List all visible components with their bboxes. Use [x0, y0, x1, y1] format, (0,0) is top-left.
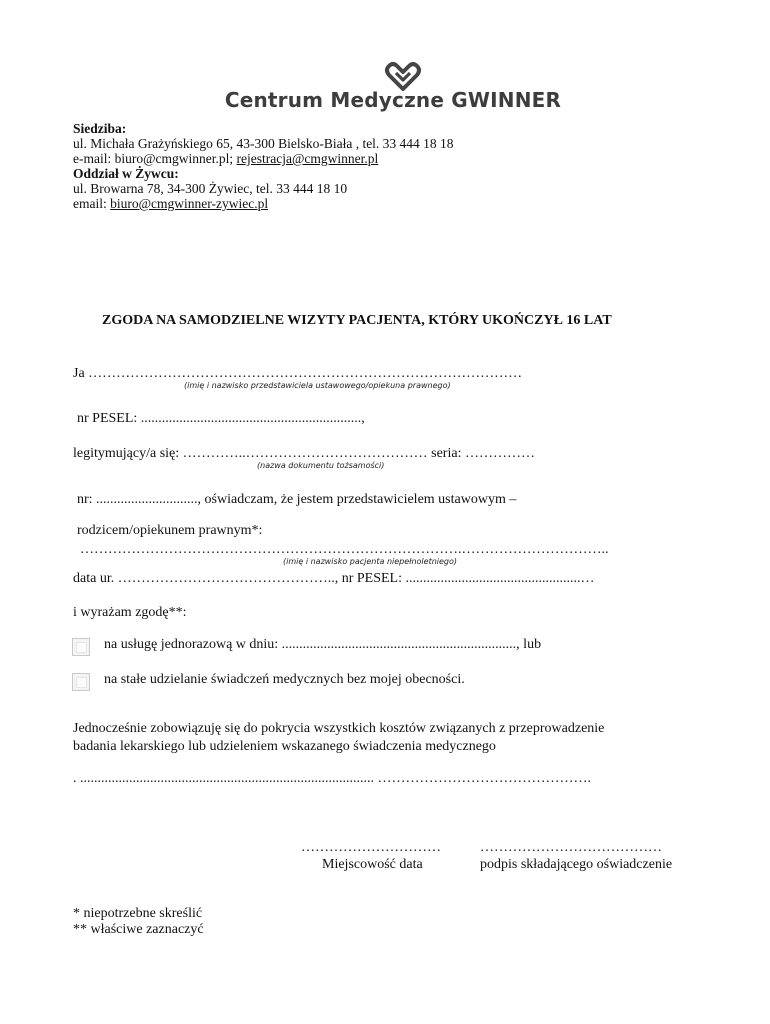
signature-place-label: Miejscowość data — [322, 857, 423, 872]
line-ja: Ja ………………………………………………………………………………… — [73, 366, 523, 381]
footnote-2: ** właściwe zaznaczyć — [73, 922, 204, 937]
commitment-line-1: Jednocześnie zobowiązuję się do pokrycia wszystkich kosztów związanych z przeprowadzenie — [73, 721, 605, 736]
commitment-line-3: . .................................................................................... ………………………………………. — [73, 771, 591, 786]
line-rodzic: rodzicem/opiekunem prawnym*: — [77, 523, 263, 538]
form-title: ZGODA NA SAMODZIELNE WIZYTY PACJENTA, KTÓRY UKOŃCZYŁ 16 LAT — [102, 313, 612, 328]
footnote-1: * niepotrzebne skreślić — [73, 906, 203, 921]
branch-email-link[interactable]: biuro@cmgwinner-zywiec.pl — [110, 196, 269, 211]
option-permanent-label: na stałe udzielanie świadczeń medycznych bez mojej obecności. — [104, 672, 465, 687]
note-document: (nazwa dokumentu tożsamości) — [257, 461, 385, 470]
signature-sign-label: podpis składającego oświadczenie — [480, 857, 673, 872]
signature-sign-dots: ………………………………… — [480, 840, 662, 855]
branch-label: Oddział w Żywcu: — [73, 166, 179, 181]
line-patient-dots: ……………………………………………………………………….………………………….. — [80, 542, 609, 557]
note-patient: (imię i nazwisko pacjenta niepełnoletniego) — [283, 557, 458, 566]
signature-place-dots: ………………………… — [301, 840, 441, 855]
option-single-checkbox[interactable] — [72, 638, 90, 656]
line-zgoda: i wyrażam zgodę**: — [73, 605, 187, 620]
option-permanent-checkbox[interactable] — [72, 673, 90, 691]
line-pesel: nr PESEL: ..............................................................., — [77, 411, 365, 426]
line-data-ur: data ur. ……………………………………….., nr PESEL: ..................................................… — [73, 571, 595, 586]
line-nr: nr: ............................., oświadczam, że jestem przedstawicielem ustawowym – — [77, 492, 517, 507]
note-ja: (imię i nazwisko przedstawiciela ustawowego/opiekuna prawnego) — [184, 381, 451, 390]
commitment-line-2: badania lekarskiego lub udzieleniem wskazanego świadczenia medycznego — [73, 739, 496, 754]
hq-email-line — [73, 151, 378, 166]
branch-address: ul. Browarna 78, 34-300 Żywiec, tel. 33 444 18 10 — [73, 181, 348, 196]
hq-email-text: e-mail: biuro@cmgwinner.pl; — [73, 151, 237, 166]
hq-label: Siedziba: — [73, 121, 127, 136]
line-legitymujacy: legitymujący/a się: …………..………………………………… seria: …………… — [73, 446, 535, 461]
branch-email-text: email: — [73, 196, 111, 211]
brand-name: Centrum Medyczne GWINNER — [224, 88, 562, 112]
hq-address: ul. Michała Grażyńskiego 65, 43-300 Bielsko-Biała , tel. 33 444 18 18 — [73, 136, 454, 151]
hq-email-link[interactable]: rejestracja@cmgwinner.pl — [236, 151, 379, 166]
option-single-label: na usługę jednorazową w dniu: ..................................................................., lub — [104, 637, 542, 652]
branch-email-line — [73, 196, 268, 211]
